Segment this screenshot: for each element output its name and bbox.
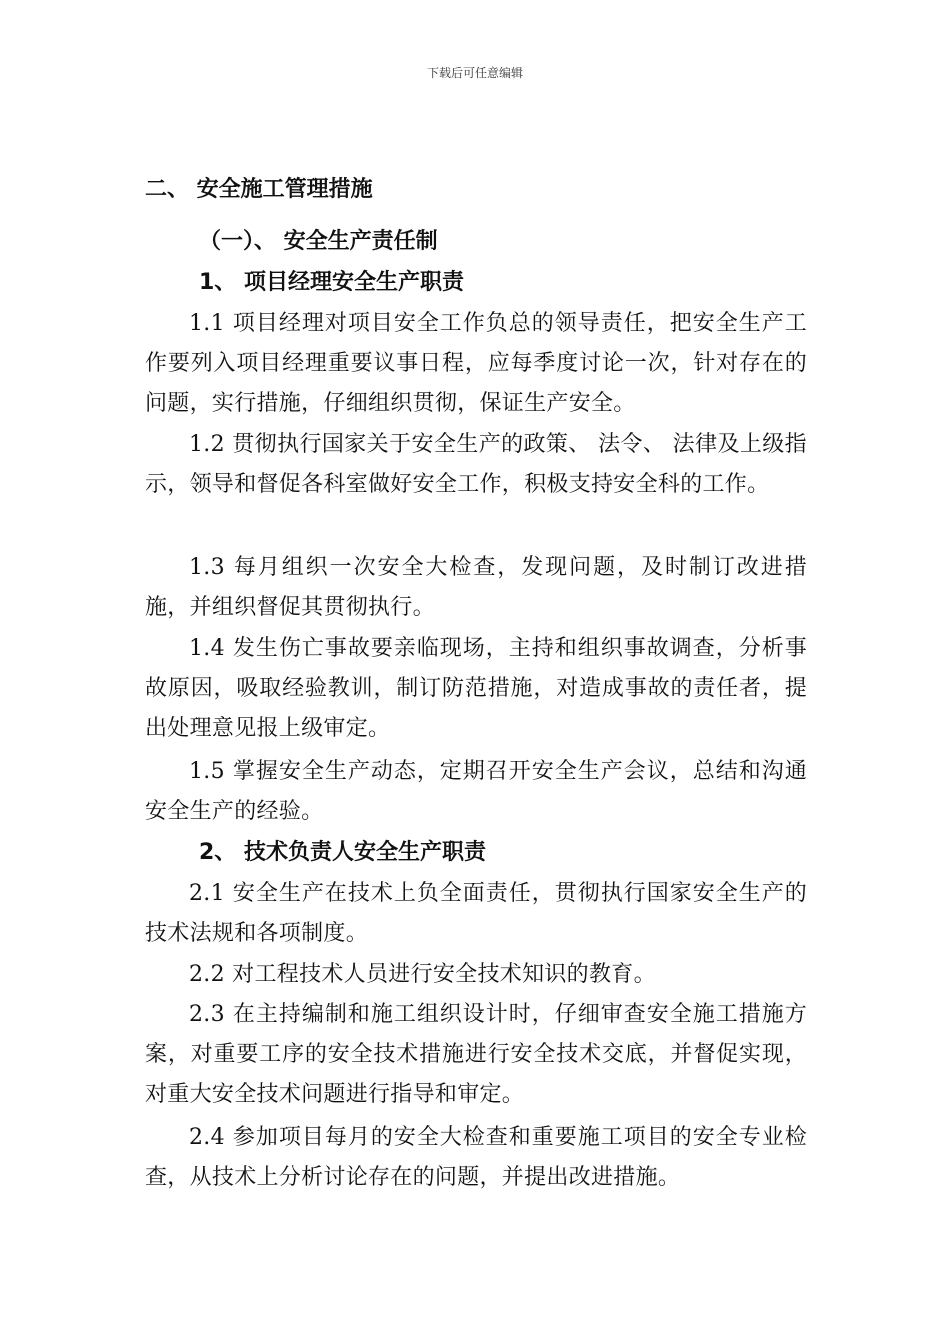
paragraph-1-5: 1.5 掌握安全生产动态，定期召开安全生产会议，总结和沟通安全生产的经验。 [145,759,807,824]
paragraph-2-3: 2.3 在主持编制和施工组织设计时，仔细审查安全施工措施方案，对重要工序的安全技术措施进行安全技术交底，并督促实现，对重大安全技术问题进行指导和审定。 [145,1002,807,1107]
paragraph-1-1: 1.1 项目经理对项目安全工作负总的领导责任，把安全生产工作要列入项目经理重要议事日程，应每季度讨论一次，针对存在的问题，实行措施，仔细组织贯彻，保证生产安全。 [145,311,807,416]
item-heading-1: 1、 项目经理安全生产职责 [199,270,464,295]
page-header-note: 下载后可任意编辑 [426,66,523,80]
section-title: 二、 安全施工管理措施 [145,177,373,202]
paragraph-2-2: 2.2 对工程技术人员进行安全技术知识的教育。 [189,962,656,987]
paragraph-2-4: 2.4 参加项目每月的安全大检查和重要施工项目的安全专业检查，从技术上分析讨论存在的问题，并提出改进措施。 [145,1125,807,1190]
paragraph-1-2: 1.2 贯彻执行国家关于安全生产的政策、 法令、 法律及上级指示，领导和督促各科室做好安全工作，积极支持安全科的工作。 [145,432,807,497]
paragraph-1-3: 1.3 每月组织一次安全大检查，发现问题，及时制订改进措施，并组织督促其贯彻执行。 [145,555,807,620]
subsection-title: （一）、 安全生产责任制 [199,229,438,254]
paragraph-2-1: 2.1 安全生产在技术上负全面责任，贯彻执行国家安全生产的技术法规和各项制度。 [145,881,807,946]
item-heading-2: 2、 技术负责人安全生产职责 [199,840,486,865]
paragraph-1-4: 1.4 发生伤亡事故要亲临现场，主持和组织事故调查，分析事故原因，吸取经验教训，制订防范措施，对造成事故的责任者，提出处理意见报上级审定。 [145,636,807,741]
